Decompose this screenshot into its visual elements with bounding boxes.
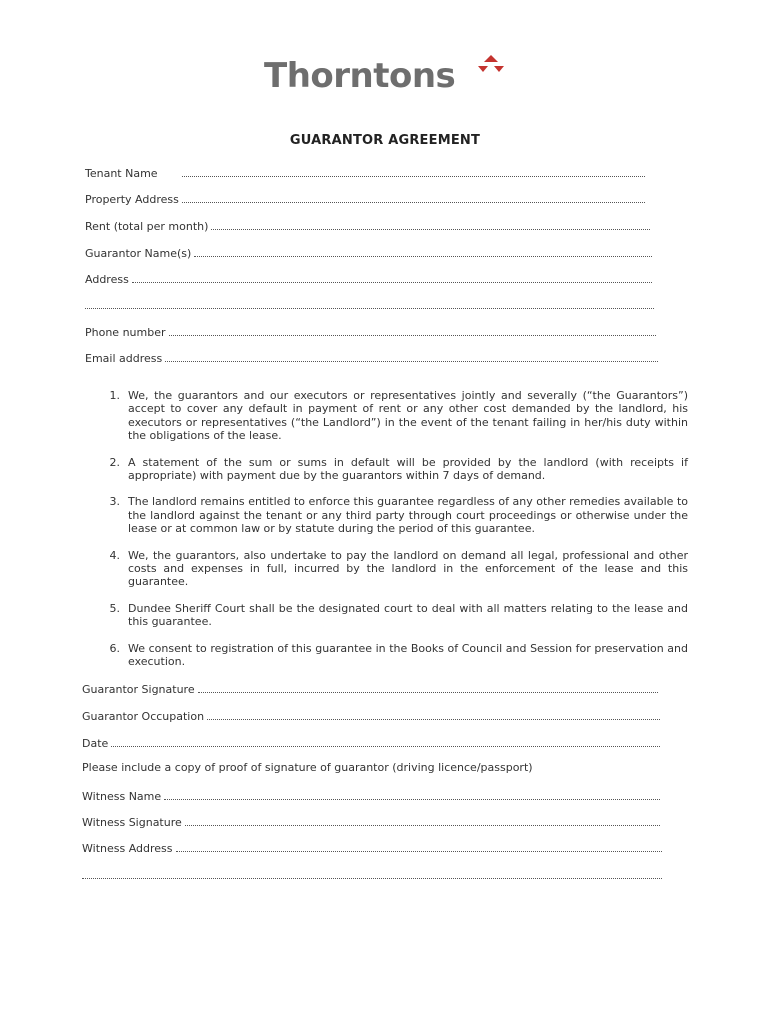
clauses-list (80, 389, 688, 682)
date-field[interactable] (82, 735, 660, 751)
clause-item (80, 495, 688, 535)
clause-text: The landlord remains entitled to enforce this guarantee regardless of any other remedies available to the landlord against the tenant or any third party through court proceedings or otherwise under the lease or at common law or by statute during the period of this guarantee. (128, 495, 688, 536)
clause-text: A statement of the sum or sums in default will be provided by the landlord (with receipts if appropriate) with payment due by the guarantors within 7 days of demand. (128, 455, 688, 483)
property-address-line[interactable] (182, 191, 645, 203)
email-line[interactable] (165, 350, 658, 362)
clause-text: We, the guarantors, also undertake to pay the landlord on demand all legal, professional and other costs and expenses in full, incurred by the landlord in the enforcement of the lease and this guarantee. (128, 548, 688, 589)
clause-number: 1. (109, 389, 120, 402)
address-label: Address (85, 273, 129, 286)
guarantor-names-line[interactable] (194, 245, 652, 257)
clause-item (80, 389, 688, 443)
arrows-logo-icon (476, 54, 506, 84)
witness-address-line[interactable] (176, 840, 662, 852)
guarantor-occupation-line[interactable] (207, 708, 660, 720)
clause-item (80, 642, 688, 669)
rent-line[interactable] (211, 218, 650, 230)
phone-field[interactable] (85, 324, 656, 340)
rent-label: Rent (total per month) (85, 220, 209, 233)
guarantor-signature-field[interactable] (82, 681, 658, 697)
guarantor-occupation-field[interactable] (82, 708, 660, 724)
address-continuation-field[interactable] (85, 297, 654, 313)
guarantor-names-field[interactable] (85, 245, 652, 261)
clause-text: We consent to registration of this guarantee in the Books of Council and Session for preservation and execution. (128, 641, 688, 669)
clause-item (80, 549, 688, 589)
email-field[interactable] (85, 350, 658, 366)
logo-wordmark: Thorntons (264, 56, 456, 96)
clause-number: 2. (109, 455, 120, 469)
rent-field[interactable] (85, 218, 650, 234)
tenant-name-field[interactable] (85, 165, 645, 181)
witness-signature-label: Witness Signature (82, 816, 182, 829)
witness-signature-field[interactable] (82, 814, 660, 830)
date-label: Date (82, 737, 109, 750)
clause-number: 4. (109, 548, 120, 562)
witness-address-field[interactable] (82, 840, 662, 856)
proof-note: Please include a copy of proof of signature of guarantor (driving licence/passport) (82, 761, 533, 774)
clause-item (80, 456, 688, 483)
witness-address-continuation-line[interactable] (82, 867, 662, 879)
guarantor-signature-line[interactable] (198, 681, 658, 693)
clause-number: 3. (109, 495, 120, 509)
guarantor-names-label: Guarantor Name(s) (85, 247, 192, 260)
property-address-label: Property Address (85, 193, 179, 206)
witness-address-continuation-field[interactable] (82, 867, 662, 883)
phone-label: Phone number (85, 326, 166, 339)
clause-text: We, the guarantors and our executors or representatives jointly and severally (“the Guarantors”) accept to cover any default in payment of rent or any other cost demanded by the landlord, his executors or representatives (“the Landlord”) in the event of the tenant failing in her/his duty within the obligations of the lease. (128, 389, 688, 443)
guarantor-signature-label: Guarantor Signature (82, 683, 195, 696)
company-logo (264, 54, 514, 98)
witness-name-field[interactable] (82, 788, 660, 804)
clause-item (80, 602, 688, 629)
phone-line[interactable] (169, 324, 656, 336)
page-title: GUARANTOR AGREEMENT (289, 133, 481, 148)
tenant-name-label: Tenant Name (85, 167, 158, 180)
property-address-field[interactable] (85, 191, 645, 207)
clause-number: 6. (109, 641, 120, 655)
email-label: Email address (85, 352, 163, 365)
witness-signature-line[interactable] (185, 814, 660, 826)
tenant-name-line[interactable] (182, 165, 645, 177)
date-line[interactable] (111, 735, 660, 747)
witness-name-line[interactable] (164, 788, 660, 800)
witness-address-label: Witness Address (82, 842, 173, 855)
clause-number: 5. (109, 601, 120, 615)
witness-name-label: Witness Name (82, 790, 162, 803)
address-field[interactable] (85, 271, 652, 287)
guarantor-occupation-label: Guarantor Occupation (82, 710, 205, 723)
clause-text: Dundee Sheriff Court shall be the designated court to deal with all matters relating to the lease and this guarantee. (128, 601, 688, 629)
address-line[interactable] (132, 271, 652, 283)
address-continuation-line[interactable] (85, 297, 654, 309)
